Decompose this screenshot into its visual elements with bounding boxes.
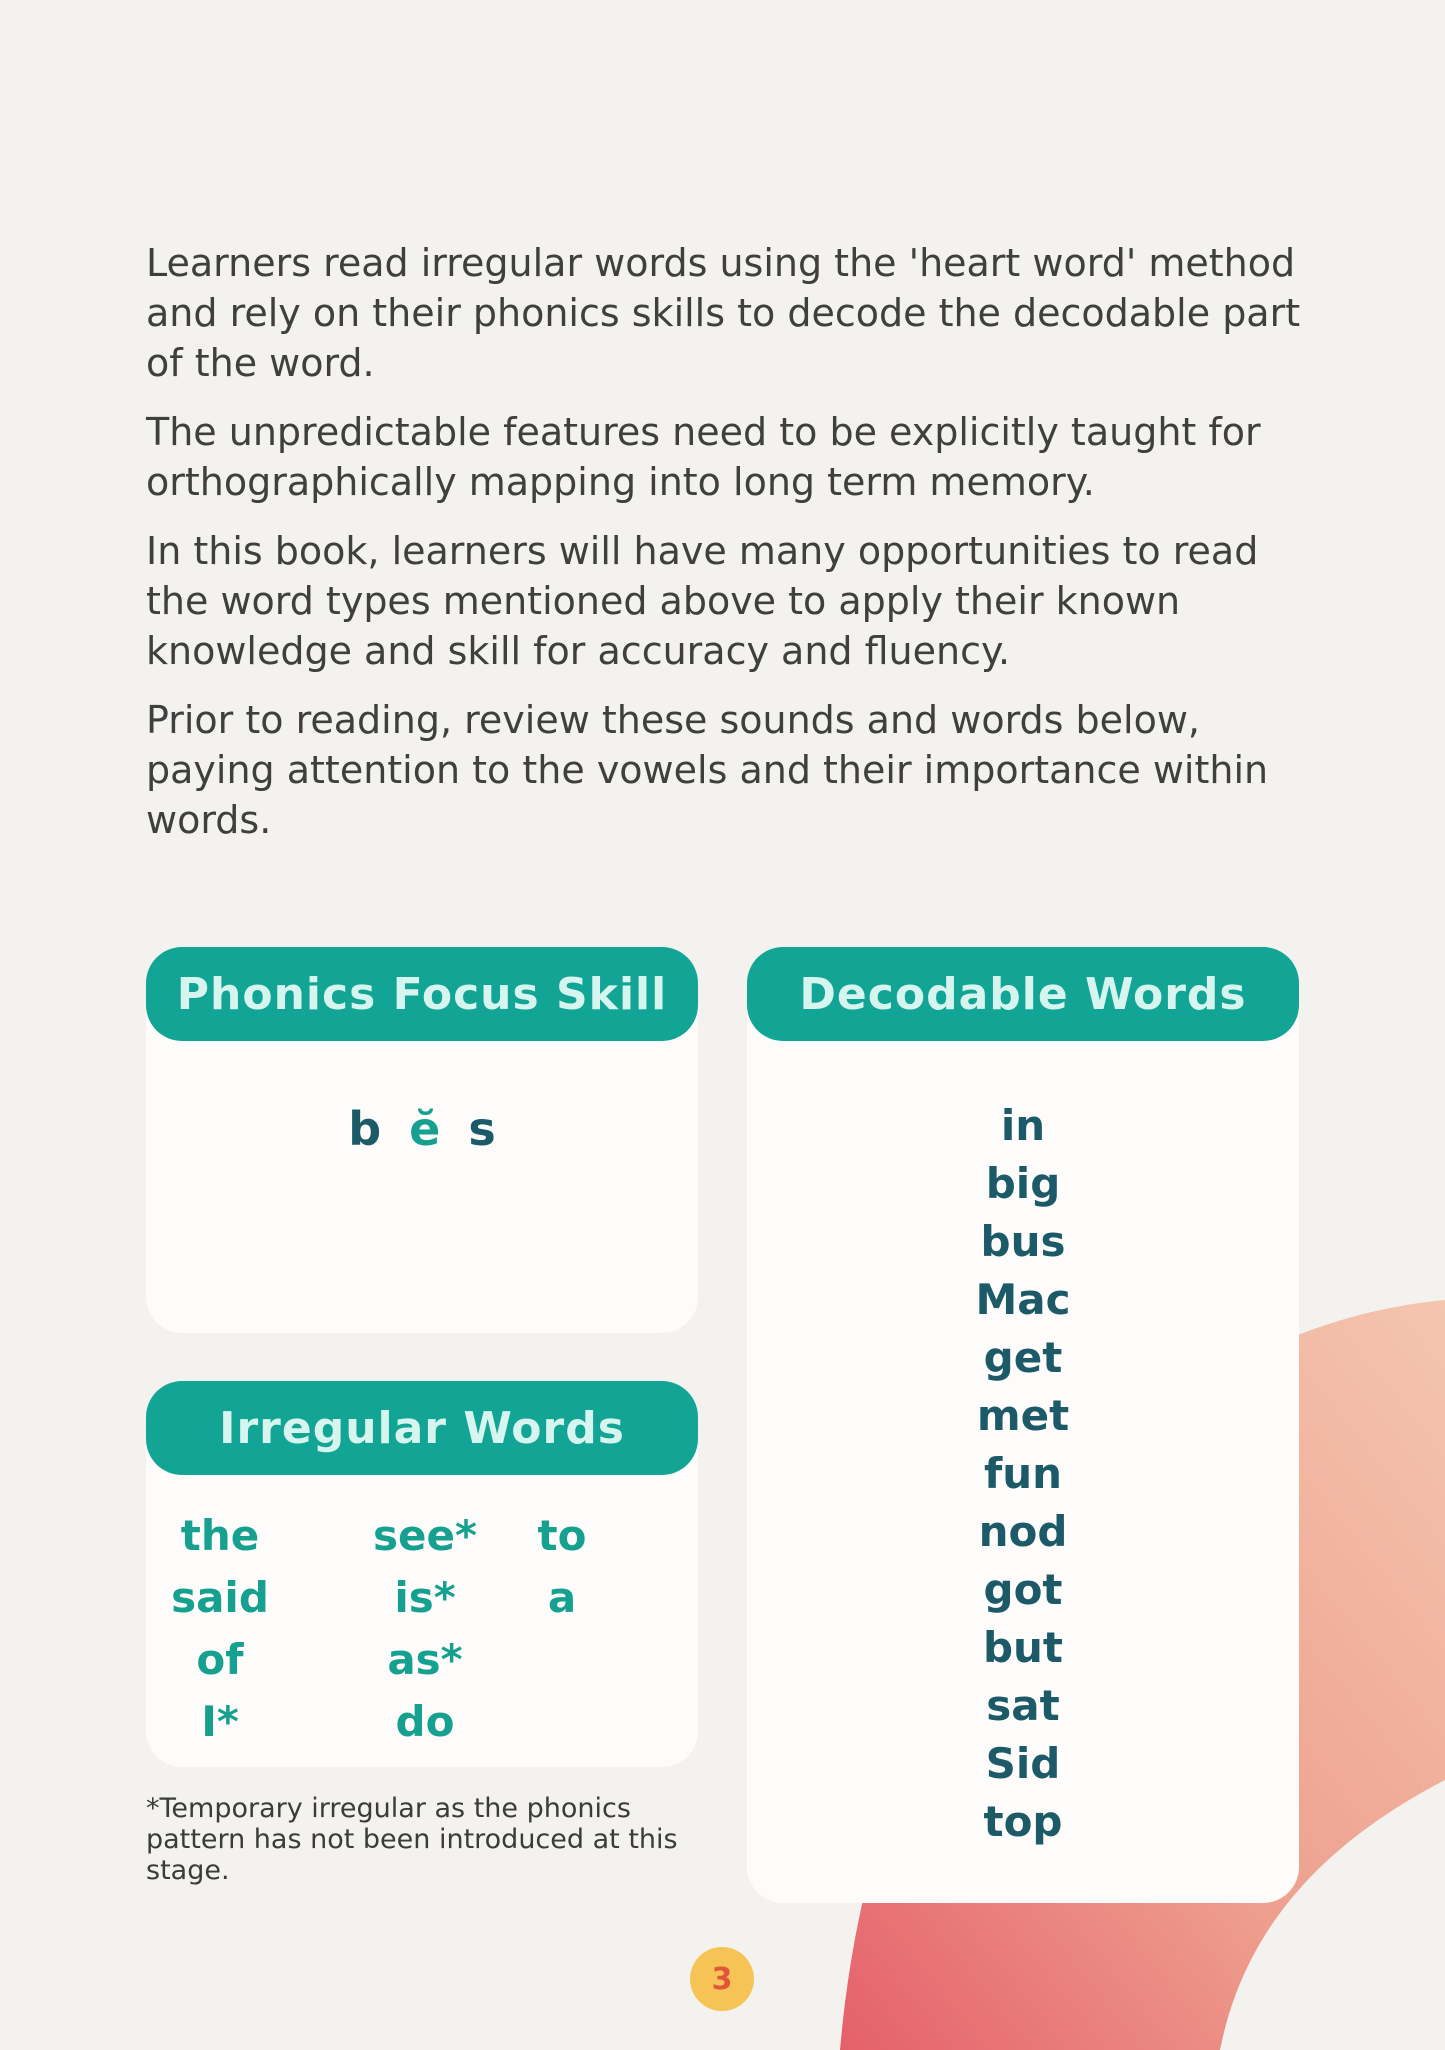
irregular-words-title: Irregular Words <box>146 1381 698 1475</box>
irregular-word: see* <box>373 1511 477 1560</box>
irregular-word: said <box>171 1573 269 1622</box>
irregular-word: of <box>196 1635 244 1684</box>
decodable-words-card <box>747 947 1299 1903</box>
decodable-word: but <box>982 1623 1064 1672</box>
footnote: *Temporary irregular as the phonics pattern has not been introduced at this stage. <box>146 1793 678 1886</box>
irregular-column-1 <box>160 1505 280 1753</box>
decodable-word-list <box>747 1097 1299 1851</box>
decodable-word: get <box>983 1333 1063 1382</box>
irregular-column-2 <box>360 1505 490 1753</box>
irregular-words-card <box>146 1381 698 1767</box>
phonics-focus-title: Phonics Focus Skill <box>146 947 698 1041</box>
irregular-word: a <box>547 1573 577 1622</box>
intro-paragraph-4: Prior to reading, review these sounds and words below, paying attention to the vowels and their importance within words. <box>146 698 1269 842</box>
intro-paragraph-3: In this book, learners will have many opportunities to read the word types mentioned above to apply their known knowledge and skill for accuracy and fluency. <box>146 529 1259 673</box>
irregular-word: is* <box>394 1573 456 1622</box>
decodable-words-title: Decodable Words <box>747 947 1299 1041</box>
intro-paragraph-2: The unpredictable features need to be explicitly taught for orthographically mapping into long term memory. <box>146 410 1261 504</box>
decodable-word: got <box>983 1565 1063 1614</box>
decodable-word: top <box>983 1797 1063 1846</box>
irregular-word: do <box>395 1697 455 1746</box>
decodable-word: bus <box>980 1217 1066 1266</box>
phonics-focus-card <box>146 947 698 1333</box>
decodable-word: fun <box>983 1449 1063 1498</box>
irregular-word: as* <box>387 1635 463 1684</box>
intro-paragraph-1: Learners read irregular words using the 'heart word' method and rely on their phonics skills to decode the decodable part of the word. <box>146 241 1301 385</box>
decodable-word: nod <box>978 1507 1068 1556</box>
intro-text <box>146 238 1316 864</box>
decodable-word: sat <box>986 1681 1060 1730</box>
irregular-word: I* <box>201 1697 239 1746</box>
letter-consonant-b: b <box>348 1102 382 1156</box>
decodable-word: big <box>985 1159 1061 1208</box>
letter-vowel-e: ĕ <box>409 1102 441 1156</box>
irregular-word: the <box>180 1511 260 1560</box>
page-number: 3 <box>690 1947 754 2011</box>
irregular-word: to <box>537 1511 587 1560</box>
decodable-word: Sid <box>985 1739 1061 1788</box>
irregular-column-3 <box>512 1505 612 1629</box>
decodable-word: Mac <box>975 1275 1071 1324</box>
letter-consonant-s: s <box>468 1102 496 1156</box>
decodable-word: met <box>976 1391 1070 1440</box>
decodable-word: in <box>1000 1101 1046 1150</box>
phonics-letters <box>146 1102 698 1156</box>
